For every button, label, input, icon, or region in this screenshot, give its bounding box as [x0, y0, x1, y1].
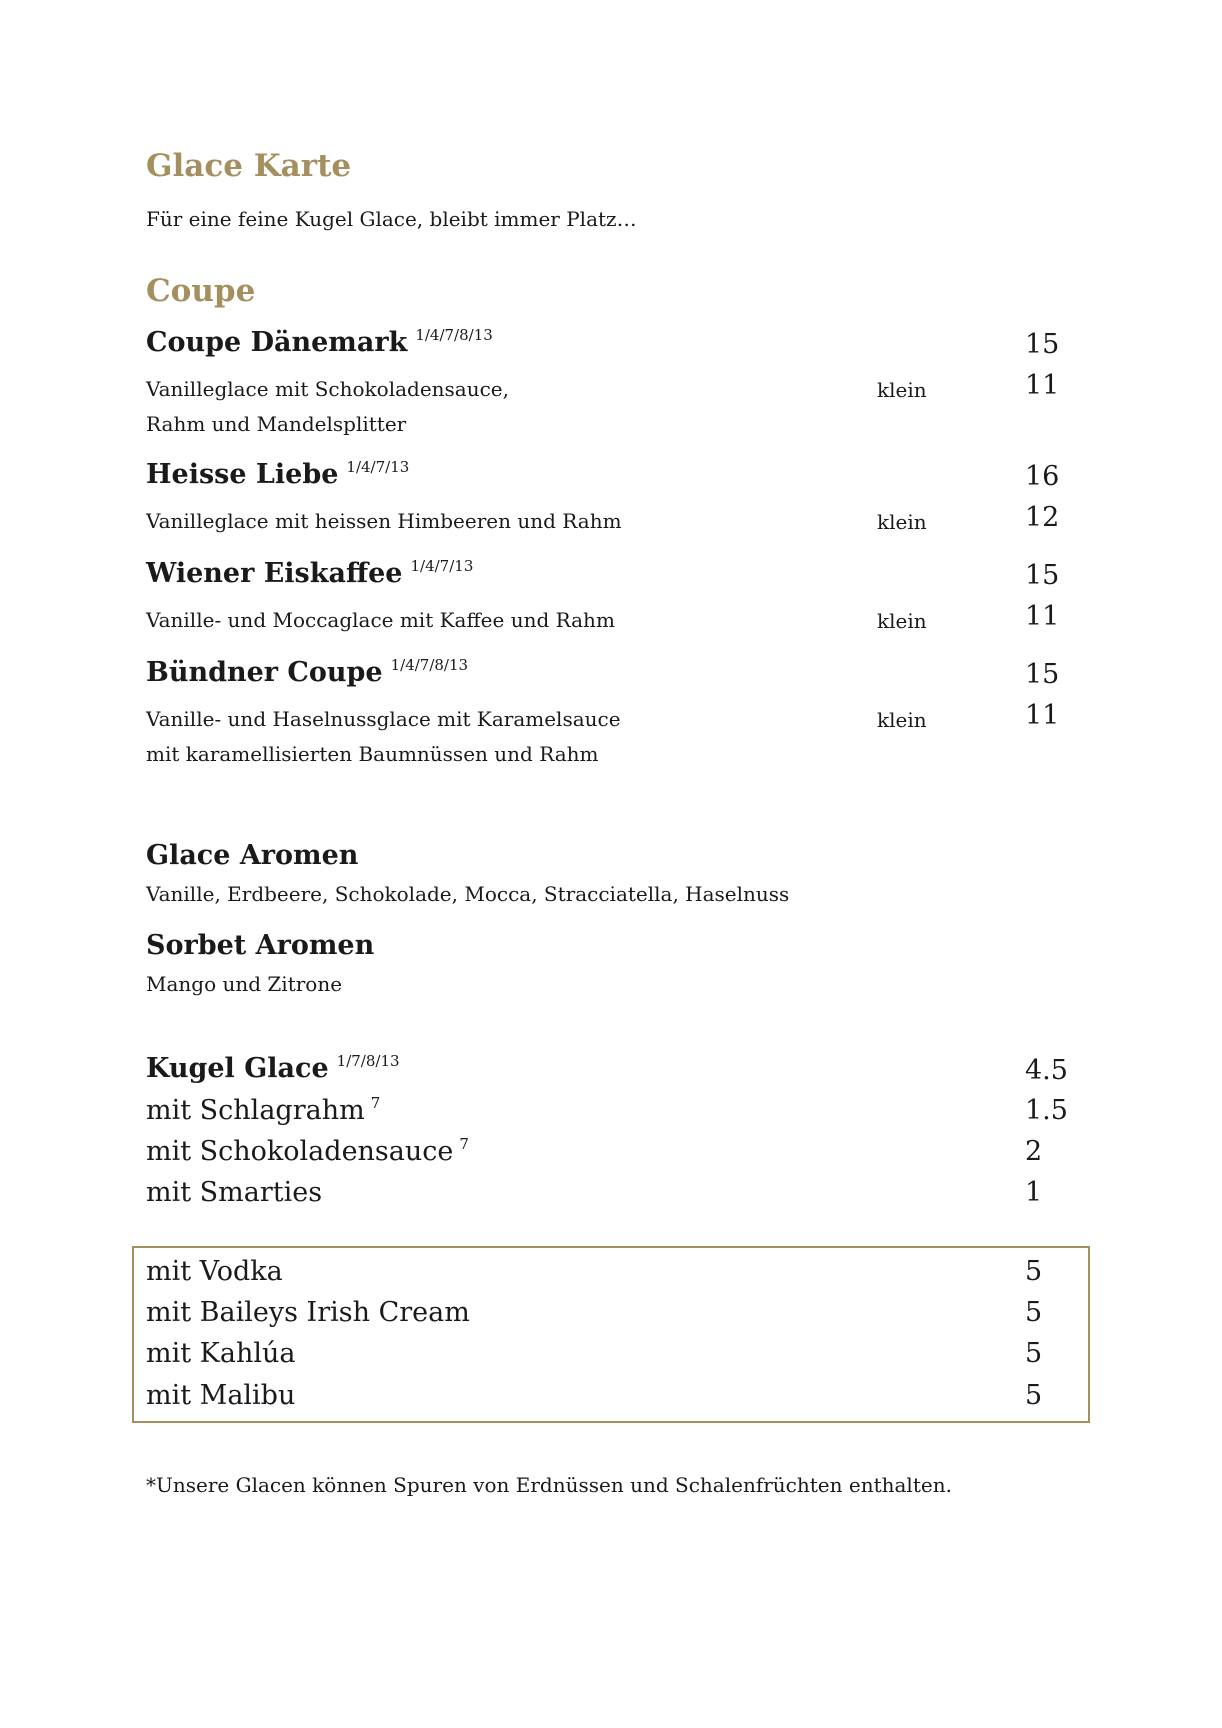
topping-price: 1 [1025, 1177, 1043, 1208]
coupe-price: 15 [1025, 560, 1060, 591]
coupe-description: Vanilleglace mit Schokoladensauce, [146, 377, 509, 401]
small-size-label: klein [877, 708, 927, 732]
coupe-price: 15 [1025, 659, 1060, 690]
allergen-codes: 1/7/8/13 [336, 1052, 400, 1070]
coupe-price: 16 [1025, 461, 1060, 492]
page-subtitle: Für eine feine Kugel Glace, bleibt immer Platz… [146, 207, 637, 231]
coupe-price: 15 [1025, 329, 1060, 360]
topping-price: 2 [1025, 1136, 1043, 1167]
small-size-label: klein [877, 378, 927, 402]
topping-price: 1.5 [1025, 1095, 1068, 1126]
coupe-name: Heisse Liebe $^{1/4/7/13}$ [146, 458, 410, 490]
coupe-description: Vanilleglace mit heissen Himbeeren und Rahm [146, 509, 622, 533]
coupe-description: Rahm und Mandelsplitter [146, 412, 407, 436]
allergen-codes: 1/4/7/13 [346, 458, 410, 476]
section-title-coupe: Coupe [146, 273, 256, 309]
small-size-price: 11 [1025, 700, 1060, 731]
topping-name: mit Schokoladensauce $^7$ [146, 1135, 469, 1167]
spirit-price: 5 [1025, 1338, 1043, 1369]
glace-aromas-title: Glace Aromen [146, 840, 359, 871]
coupe-description: Vanille- und Moccaglace mit Kaffee und Rahm [146, 608, 615, 632]
allergen-codes: 1/4/7/13 [410, 557, 474, 575]
topping-name: mit Smarties [146, 1177, 323, 1208]
sorbet-aromas-title: Sorbet Aromen [146, 930, 375, 961]
allergy-footnote: *Unsere Glacen können Spuren von Erdnüssen und Schalenfrüchten enthalten. [146, 1473, 952, 1497]
spirit-name: mit Kahlúa [146, 1338, 296, 1369]
coupe-description: mit karamellisierten Baumnüssen und Rahm [146, 742, 599, 766]
sorbet-aromas-list: Mango und Zitrone [146, 972, 343, 996]
glace-aromas-list: Vanille, Erdbeere, Schokolade, Mocca, Stracciatella, Haselnuss [146, 882, 790, 906]
kugel-glace-price: 4.5 [1025, 1055, 1068, 1086]
topping-name: mit Schlagrahm $^7$ [146, 1094, 381, 1126]
coupe-description: Vanille- und Haselnussglace mit Karamelsauce [146, 707, 621, 731]
coupe-name: Coupe Dänemark $^{1/4/7/8/13}$ [146, 326, 493, 358]
kugel-glace-name: Kugel Glace $^{1/7/8/13}$ [146, 1052, 400, 1084]
spirit-price: 5 [1025, 1380, 1043, 1411]
small-size-price: 12 [1025, 502, 1060, 533]
allergen-codes: 1/4/7/8/13 [390, 656, 469, 674]
small-size-price: 11 [1025, 370, 1060, 401]
small-size-price: 11 [1025, 601, 1060, 632]
coupe-name: Wiener Eiskaffee $^{1/4/7/13}$ [146, 557, 474, 589]
spirit-name: mit Baileys Irish Cream [146, 1297, 470, 1328]
allergen-codes: 7 [459, 1135, 469, 1153]
spirit-price: 5 [1025, 1297, 1043, 1328]
spirit-price: 5 [1025, 1256, 1043, 1287]
allergen-codes: 7 [370, 1094, 381, 1112]
small-size-label: klein [877, 609, 927, 633]
page-title: Glace Karte [146, 148, 352, 184]
coupe-name: Bündner Coupe $^{1/4/7/8/13}$ [146, 656, 469, 688]
spirit-name: mit Vodka [146, 1256, 283, 1287]
small-size-label: klein [877, 510, 927, 534]
spirit-name: mit Malibu [146, 1380, 296, 1411]
allergen-codes: 1/4/7/8/13 [415, 326, 493, 344]
